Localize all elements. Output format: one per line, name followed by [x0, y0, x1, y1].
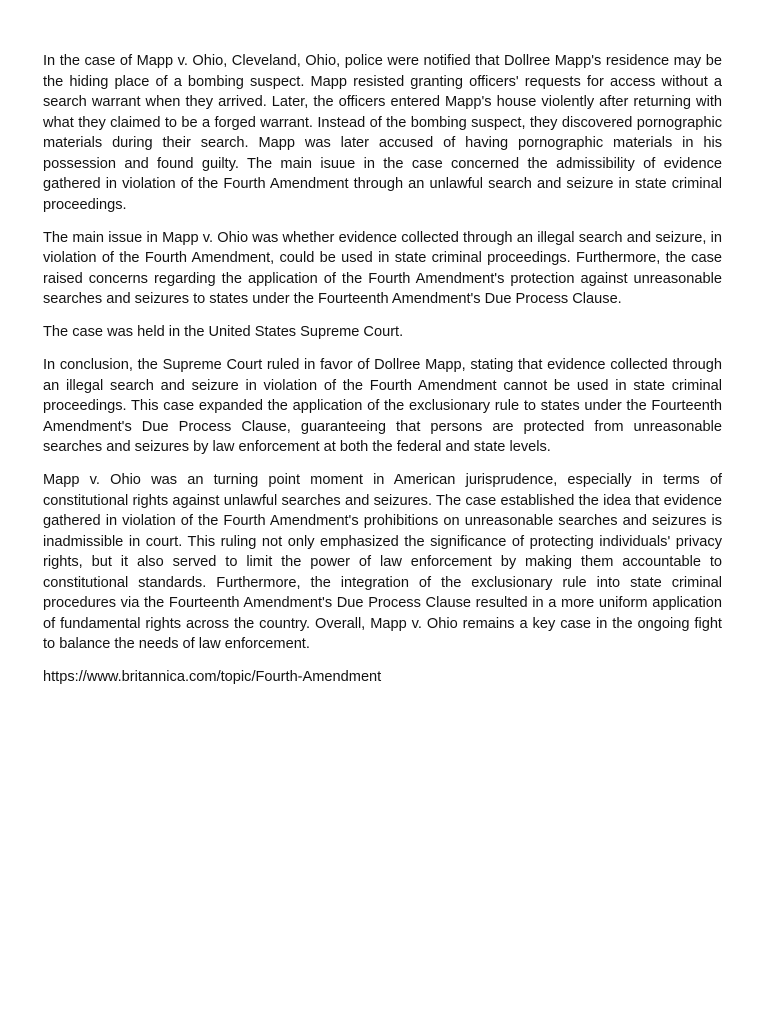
paragraph-ruling: In conclusion, the Supreme Court ruled in favor of Dollree Mapp, stating that evidence collected through an illegal search and seizure in violation of the Fourth Amendment cannot be used in state criminal proceedings. This case expanded the application of the exclusionary rule to states under the Fourteenth Amendment's Due Process Clause, guaranteeing that persons are protected from unreasonable searches and seizures by law enforcement at both the federal and state levels. — [43, 357, 722, 455]
source-url: https://www.britannica.com/topic/Fourth-Amendment — [43, 669, 382, 685]
document-body — [43, 51, 722, 688]
paragraph-court: The case was held in the United States Supreme Court. — [43, 324, 404, 340]
paragraph-significance: Mapp v. Ohio was an turning point moment in American jurisprudence, especially in terms of constitutional rights against unlawful searches and seizures. The case established the idea that evidence gathered in violation of the Fourth Amendment's prohibitions on unreasonable searches and seizures is inadmissible in court. This ruling not only emphasized the significance of protecting individuals' privacy rights, but it also served to limit the power of law enforcement by making them accountable to constitutional standards. Furthermore, the integration of the exclusionary rule into state criminal procedures via the Fourteenth Amendment's Due Process Clause resulted in a more uniform application of fundamental rights across the country. Overall, Mapp v. Ohio remains a key case in the ongoing fight to balance the needs of law enforcement. — [43, 472, 722, 652]
paragraph-main-issue: The main issue in Mapp v. Ohio was whether evidence collected through an illegal search and seizure, in violation of the Fourth Amendment, could be used in state criminal proceedings. Furthermore, the case raised concerns regarding the application of the Fourth Amendment's protection against unreasonable searches and seizures to states under the Fourteenth Amendment's Due Process Clause. — [43, 229, 722, 307]
paragraph-case-facts: In the case of Mapp v. Ohio, Cleveland, Ohio, police were notified that Dollree Mapp's residence may be the hiding place of a bombing suspect. Mapp resisted granting officers' requests for access without a search warrant when they arrived. Later, the officers entered Mapp's house violently after returning with what they claimed to be a forged warrant. Instead of the bombing suspect, they discovered pornographic materials during their search. Mapp was later accused of having pornographic materials in his possession and found guilty. The main isuue in the case concerned the admissibility of evidence gathered in violation of the Fourth Amendment through an unlawful search and seizure in state criminal proceedings. — [43, 53, 722, 213]
